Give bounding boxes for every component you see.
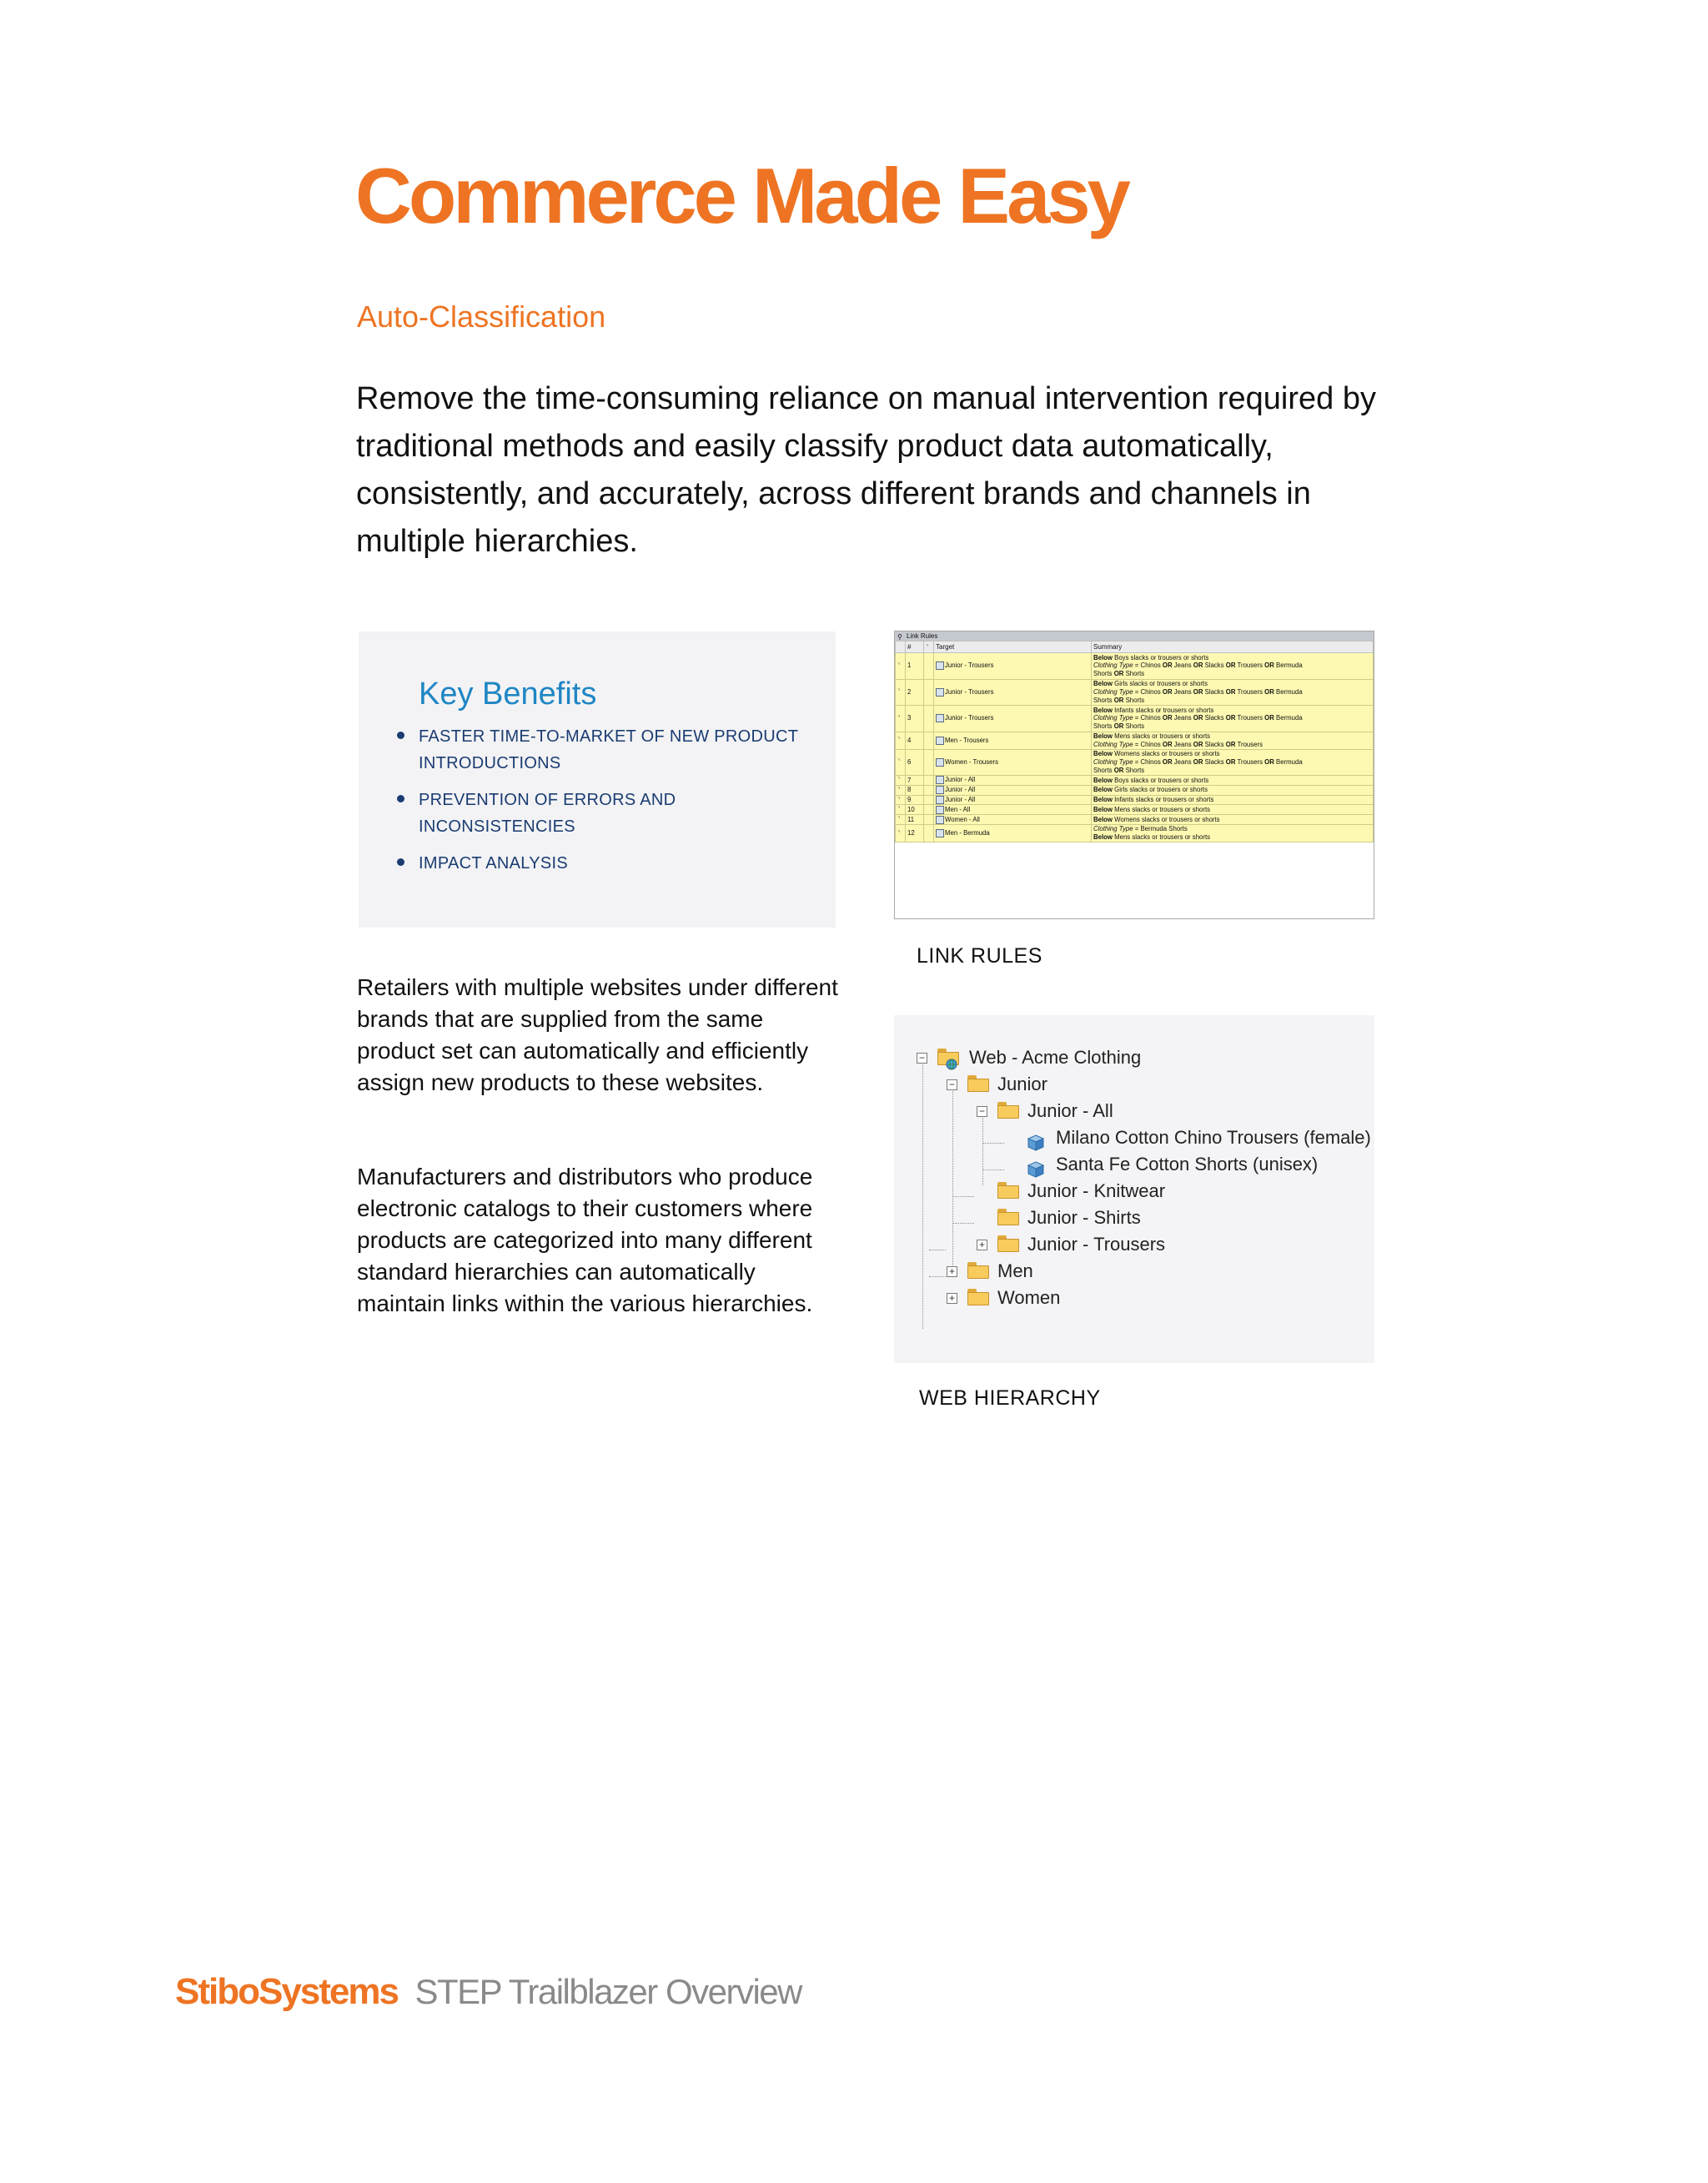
- summary-line: Clothing Type = Chinos OR Jeans OR Slacks OR Trousers OR Bermuda: [1093, 714, 1303, 722]
- row-number: 10: [906, 805, 924, 815]
- row-number: 1: [906, 653, 924, 680]
- row-summary: [1092, 732, 1374, 749]
- row-summary: [1092, 749, 1374, 776]
- web-hierarchy-caption: WEB HIERARCHY: [919, 1386, 1101, 1410]
- link-icon: [936, 758, 944, 767]
- stibo-systems-logo: StiboSystems: [175, 1971, 398, 2012]
- manufacturers-paragraph: Manufacturers and distributors who produce electronic catalogs to their customers where products are categorized into many different standard hierarchies can automatically maintain links within the various hierarchies.: [357, 1164, 813, 1316]
- key-benefits-title: Key Benefits: [419, 677, 597, 712]
- key-benefits-box: [359, 631, 836, 928]
- summary-line: Below Mens slacks or trousers or shorts: [1093, 805, 1211, 813]
- row-summary: [1092, 706, 1374, 732]
- link-rules-caption: LINK RULES: [917, 944, 1042, 968]
- row-target: [934, 679, 1092, 706]
- row-number: 6: [906, 749, 924, 776]
- summary-line: Below Infants slacks or trousers or shorts: [1093, 796, 1214, 804]
- row-marker: ⌝: [896, 805, 906, 815]
- row-sort: [924, 749, 934, 776]
- row-sort: [924, 732, 934, 749]
- table-row[interactable]: [896, 815, 1374, 825]
- summary-line: Shorts OR Shorts: [1093, 670, 1145, 678]
- collapse-icon[interactable]: −: [947, 1079, 957, 1090]
- row-target-label: Women - All: [945, 815, 980, 823]
- row-target: [934, 706, 1092, 732]
- link-icon: [936, 816, 944, 824]
- tree-node-junior[interactable]: Junior: [997, 1074, 1047, 1094]
- row-target: [934, 732, 1092, 749]
- row-marker: ⌝: [896, 795, 906, 805]
- table-row[interactable]: [896, 785, 1374, 795]
- summary-line: Below Boys slacks or trousers or shorts: [1093, 653, 1209, 661]
- tree-node-men[interactable]: Men: [997, 1260, 1033, 1281]
- collapse-icon[interactable]: −: [977, 1106, 987, 1117]
- expand-icon[interactable]: +: [947, 1266, 957, 1277]
- row-sort: [924, 653, 934, 680]
- expand-icon[interactable]: +: [977, 1240, 987, 1250]
- folder-icon: [967, 1262, 989, 1279]
- link-icon: [936, 796, 944, 804]
- summary-line: Below Girls slacks or trousers or shorts: [1093, 786, 1208, 794]
- table-row[interactable]: [896, 749, 1374, 776]
- summary-line: Clothing Type = Chinos OR Jeans OR Slacks OR Trousers: [1093, 740, 1263, 748]
- summary-line: Clothing Type = Chinos OR Jeans OR Slacks OR Trousers OR Bermuda: [1093, 687, 1303, 696]
- row-target: [934, 749, 1092, 776]
- tree-node-junior-trousers[interactable]: Junior - Trousers: [1027, 1234, 1166, 1255]
- row-marker: ⌝: [896, 776, 906, 786]
- section-heading: Auto-Classification: [357, 299, 606, 334]
- tree-connector: [929, 1276, 946, 1277]
- table-row[interactable]: [896, 732, 1374, 749]
- row-summary: [1092, 776, 1374, 786]
- link-rules-titlebar: [895, 631, 1374, 641]
- link-icon: [936, 661, 944, 670]
- table-row[interactable]: [896, 795, 1374, 805]
- row-summary: [1092, 653, 1374, 680]
- row-marker: ⌝: [896, 679, 906, 706]
- header-summary[interactable]: Summary: [1092, 641, 1374, 653]
- row-sort: [924, 824, 934, 842]
- summary-line: Below Infants slacks or trousers or shorts: [1093, 706, 1214, 714]
- row-number: 3: [906, 706, 924, 732]
- folder-icon: [997, 1209, 1019, 1225]
- header-sort[interactable]: [924, 641, 934, 653]
- link-rules-header-row: [896, 641, 1374, 653]
- row-sort: [924, 795, 934, 805]
- row-target-label: Junior - Trousers: [945, 714, 994, 722]
- benefit-item: IMPACT ANALYSIS: [397, 850, 831, 877]
- row-summary: [1092, 824, 1374, 842]
- row-target-label: Junior - Trousers: [945, 661, 994, 670]
- tree-node-women[interactable]: Women: [997, 1287, 1061, 1308]
- row-target-label: Men - Trousers: [945, 736, 989, 744]
- header-blank: [896, 641, 906, 653]
- table-row[interactable]: [896, 824, 1374, 842]
- folder-icon: [967, 1075, 989, 1092]
- header-target[interactable]: Target: [934, 641, 1092, 653]
- tree-connector: [952, 1196, 974, 1197]
- summary-line: Clothing Type = Bermuda Shorts: [1093, 825, 1188, 833]
- table-row[interactable]: [896, 776, 1374, 786]
- product-cube-icon: [1027, 1134, 1044, 1151]
- footer: [175, 1971, 801, 2012]
- row-target: [934, 653, 1092, 680]
- tree-connector: [982, 1143, 1004, 1144]
- table-row[interactable]: [896, 805, 1374, 815]
- expand-icon[interactable]: +: [947, 1293, 957, 1304]
- tree-connector: [952, 1087, 953, 1270]
- link-icon: [936, 786, 944, 794]
- row-marker: ⌝: [896, 653, 906, 680]
- row-target-label: Junior - Trousers: [945, 687, 994, 696]
- globe-icon: [946, 1059, 957, 1070]
- tree-node-santa-fe-shorts[interactable]: Santa Fe Cotton Shorts (unisex): [1056, 1154, 1319, 1174]
- tree-connector: [922, 1062, 923, 1329]
- row-target: [934, 805, 1092, 815]
- summary-line: Clothing Type = Chinos OR Jeans OR Slacks OR Trousers OR Bermuda: [1093, 661, 1303, 670]
- table-row[interactable]: [896, 653, 1374, 680]
- collapse-icon[interactable]: −: [917, 1053, 927, 1064]
- link-rules-window-title: Link Rules: [907, 632, 938, 640]
- row-number: 9: [906, 795, 924, 805]
- summary-line: Shorts OR Shorts: [1093, 696, 1145, 704]
- row-summary: [1092, 805, 1374, 815]
- link-icon: [936, 714, 944, 722]
- summary-line: Below Mens slacks or trousers or shorts: [1093, 832, 1211, 841]
- link-rules-body: [896, 653, 1374, 843]
- row-marker: ⌝: [896, 706, 906, 732]
- tree-node-junior-shirts[interactable]: Junior - Shirts: [1027, 1207, 1141, 1228]
- row-target-label: Junior - All: [945, 776, 976, 784]
- benefit-item: PREVENTION OF ERRORS AND INCONSISTENCIES: [397, 787, 831, 840]
- product-cube-icon: [1027, 1161, 1044, 1178]
- link-icon: [936, 688, 944, 697]
- summary-line: Clothing Type = Chinos OR Jeans OR Slacks OR Trousers OR Bermuda: [1093, 757, 1303, 766]
- row-target: [934, 785, 1092, 795]
- link-icon: [936, 737, 944, 745]
- header-num[interactable]: #: [906, 641, 924, 653]
- tree-node-web-acme-clothing[interactable]: Web - Acme Clothing: [969, 1047, 1142, 1068]
- row-marker: ⌝: [896, 824, 906, 842]
- summary-line: Below Girls slacks or trousers or shorts: [1093, 680, 1208, 688]
- sort-icon: ⌝: [926, 645, 929, 651]
- summary-line: Below Boys slacks or trousers or shorts: [1093, 776, 1209, 784]
- row-marker: ⌝: [896, 732, 906, 749]
- row-target: [934, 824, 1092, 842]
- summary-line: Below Mens slacks or trousers or shorts: [1093, 732, 1211, 740]
- summary-line: Shorts OR Shorts: [1093, 766, 1145, 774]
- row-sort: [924, 679, 934, 706]
- row-number: 12: [906, 824, 924, 842]
- row-number: 8: [906, 785, 924, 795]
- tree-connector: [982, 1114, 983, 1185]
- row-marker: ⌝: [896, 749, 906, 776]
- row-target-label: Men - All: [945, 805, 971, 813]
- row-sort: [924, 776, 934, 786]
- link-icon: [936, 776, 944, 784]
- row-marker: ⌝: [896, 815, 906, 825]
- row-target-label: Junior - All: [945, 796, 976, 804]
- row-summary: [1092, 815, 1374, 825]
- tree-connector: [952, 1223, 974, 1224]
- table-row[interactable]: [896, 706, 1374, 732]
- summary-line: Below Womens slacks or trousers or shorts: [1093, 750, 1220, 758]
- folder-icon: [967, 1289, 989, 1305]
- key-benefits-list: [397, 723, 831, 887]
- intro-paragraph: Remove the time-consuming reliance on manual intervention required by traditional methods and easily classify product data automatically, consistently, and accurately, across different brands and channels in multiple hierarchies.: [356, 381, 1376, 559]
- link-icon: [936, 806, 944, 814]
- tree-node-milano-trousers[interactable]: Milano Cotton Chino Trousers (female): [1056, 1127, 1371, 1148]
- row-sort: [924, 815, 934, 825]
- folder-icon: [997, 1182, 1019, 1199]
- row-sort: [924, 785, 934, 795]
- row-sort: [924, 805, 934, 815]
- tree-node-junior-knitwear[interactable]: Junior - Knitwear: [1027, 1180, 1166, 1201]
- page-title: Commerce Made Easy: [355, 152, 1128, 239]
- row-marker: ⌝: [896, 785, 906, 795]
- row-summary: [1092, 795, 1374, 805]
- row-number: 2: [906, 679, 924, 706]
- summary-line: Shorts OR Shorts: [1093, 722, 1145, 731]
- row-target: [934, 815, 1092, 825]
- link-icon: [936, 829, 944, 837]
- web-hierarchy-tree: [894, 1015, 1374, 1363]
- row-summary: [1092, 785, 1374, 795]
- row-number: 4: [906, 732, 924, 749]
- table-row[interactable]: [896, 679, 1374, 706]
- folder-icon: [997, 1235, 1019, 1252]
- row-number: 11: [906, 815, 924, 825]
- link-rules-table: [895, 641, 1374, 843]
- summary-line: Below Womens slacks or trousers or shorts: [1093, 815, 1220, 823]
- benefit-item: FASTER TIME-TO-MARKET OF NEW PRODUCT INTRODUCTIONS: [397, 723, 831, 777]
- row-target-label: Men - Bermuda: [945, 829, 990, 837]
- link-rules-window: [894, 631, 1374, 919]
- pin-icon[interactable]: ⚲: [897, 633, 902, 641]
- row-target-label: Junior - All: [945, 786, 976, 794]
- tree-node-junior-all[interactable]: Junior - All: [1027, 1100, 1113, 1121]
- retailers-paragraph: Retailers with multiple websites under different brands that are supplied from the same product set can automatically and efficiently assign new products to these websites.: [357, 974, 838, 1095]
- folder-icon: [997, 1102, 1019, 1119]
- tree-connector: [982, 1169, 1004, 1170]
- row-target: [934, 776, 1092, 786]
- footer-doc-title: STEP Trailblazer Overview: [414, 1972, 801, 2011]
- row-summary: [1092, 679, 1374, 706]
- row-sort: [924, 706, 934, 732]
- row-target: [934, 795, 1092, 805]
- row-target-label: Women - Trousers: [945, 757, 998, 766]
- row-number: 7: [906, 776, 924, 786]
